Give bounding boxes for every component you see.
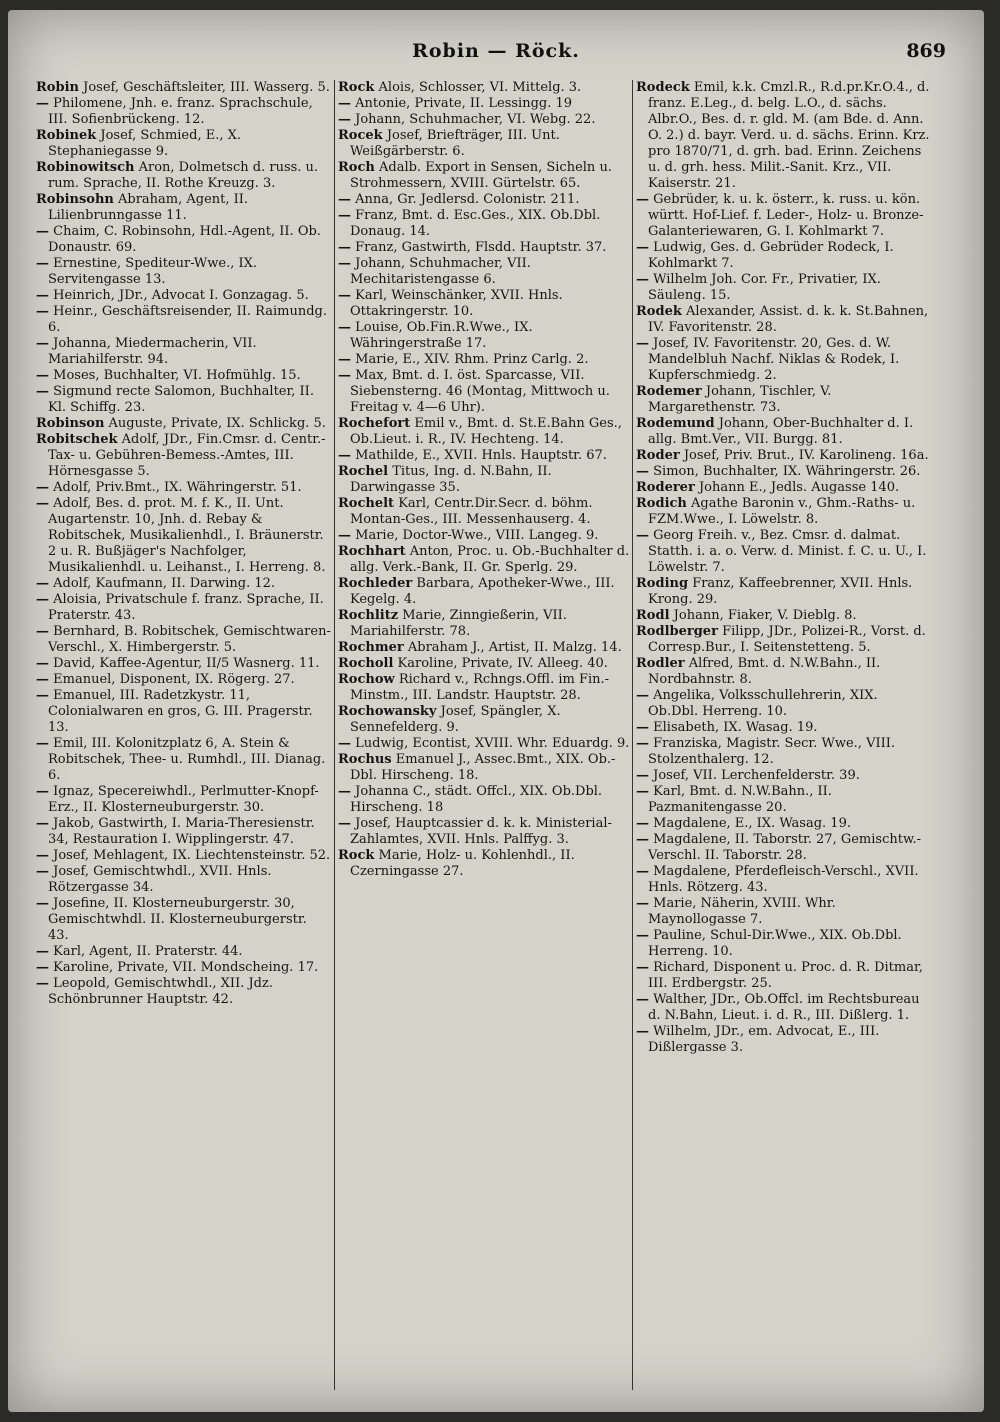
directory-entry [338, 288, 633, 320]
entry-name: Rodek [636, 304, 682, 319]
entry-name: — [36, 96, 49, 111]
entry-name: Rochleder [338, 576, 413, 591]
entry-name: — [636, 784, 649, 799]
directory-entry [338, 416, 633, 448]
entry-text: Franziska, Magistr. Secr. Wwe., VIII. Stolzenthalerg. 12. [648, 736, 895, 767]
entry-text: Wilhelm, JDr., em. Advocat, E., III. Dißlergasse 3. [648, 1024, 880, 1055]
entry-name: Rocholl [338, 656, 394, 671]
directory-entry [636, 832, 931, 864]
directory-entry [338, 208, 633, 240]
entry-name: Rochlitz [338, 608, 399, 623]
directory-entry [338, 464, 633, 496]
entry-name: — [36, 848, 49, 863]
entry-text: Emanuel, Disponent, IX. Rögerg. 27. [53, 672, 295, 687]
directory-entry [338, 640, 633, 656]
directory-entry [36, 336, 331, 368]
entry-name: Robinson [36, 416, 105, 431]
entry-name: — [338, 448, 351, 463]
entry-text: Marie, Näherin, XVIII. Whr. Maynollogasse 7. [648, 896, 836, 927]
directory-entry [36, 160, 331, 192]
entry-text: Wilhelm Joh. Cor. Fr., Privatier, IX. Säuleng. 15. [648, 272, 881, 303]
directory-entry [636, 576, 931, 608]
entry-text: Simon, Buchhalter, IX. Währingerstr. 26. [653, 464, 921, 479]
directory-entry [338, 784, 633, 816]
directory-entry [36, 960, 331, 976]
directory-entry [36, 288, 331, 304]
directory-entry [36, 736, 331, 784]
directory-entry [338, 320, 633, 352]
entry-name: — [338, 528, 351, 543]
entry-text: Mathilde, E., XVII. Hnls. Hauptstr. 67. [355, 448, 607, 463]
directory-entry [36, 784, 331, 816]
entry-name: — [36, 672, 49, 687]
entry-text: David, Kaffee-Agentur, II/5 Wasnerg. 11. [53, 656, 320, 671]
entry-name: Robinsohn [36, 192, 114, 207]
directory-entry [636, 480, 931, 496]
entry-name: — [636, 992, 649, 1007]
directory-entry [636, 896, 931, 928]
entry-text: Leopold, Gemischtwhdl., XII. Jdz. Schönbrunner Hauptstr. 42. [48, 976, 273, 1007]
entry-name: — [338, 352, 351, 367]
entry-name: — [36, 688, 49, 703]
entry-name: — [36, 592, 49, 607]
entry-text: Emil, III. Kolonitzplatz 6, A. Stein & Robitschek, Thee- u. Rumhdl., III. Dianag. 6. [48, 736, 326, 783]
entry-name: — [636, 688, 649, 703]
directory-entry [338, 672, 633, 704]
directory-entry [338, 848, 633, 880]
entry-name: Rock [338, 80, 375, 95]
page-header [8, 40, 984, 80]
entry-name: Rochelt [338, 496, 395, 511]
entry-name: — [36, 864, 49, 879]
directory-entry [338, 256, 633, 288]
directory-entry [636, 736, 931, 768]
directory-entry [636, 768, 931, 784]
entry-name: Rochus [338, 752, 392, 767]
entry-text: Gebrüder, k. u. k. österr., k. russ. u. kön. württ. Hof-Lief. f. Leder-, Holz- u. Bronze-Galanteriewaren, G. I. Kohlmarkt 7. [648, 192, 924, 239]
entry-text: Marie, E., XIV. Rhm. Prinz Carlg. 2. [355, 352, 589, 367]
directory-entry [338, 352, 633, 368]
directory-entry [36, 624, 331, 656]
entry-name: — [36, 816, 49, 831]
directory-entry [338, 160, 633, 192]
directory-entry [36, 192, 331, 224]
directory-entry [36, 368, 331, 384]
entry-text: Anna, Gr. Jedlersd. Colonistr. 211. [355, 192, 580, 207]
entry-text: Johann, Schuhmacher, VI. Webg. 22. [355, 112, 596, 127]
entry-text: Karoline, Private, IV. Alleeg. 40. [397, 656, 608, 671]
entry-text: Barbara, Apotheker-Wwe., III. Kegelg. 4. [350, 576, 615, 607]
entry-text: Johanna C., städt. Offcl., XIX. Ob.Dbl. Hirscheng. 18 [350, 784, 603, 815]
directory-entry [636, 416, 931, 448]
entry-text: Adolf, Priv.Bmt., IX. Währingerstr. 51. [53, 480, 302, 495]
directory-entry [36, 672, 331, 688]
entry-text: Josef, VII. Lerchenfelderstr. 39. [653, 768, 860, 783]
directory-entry [36, 864, 331, 896]
entry-text: Alexander, Assist. d. k. k. St.Bahnen, IV. Favoritenstr. 28. [648, 304, 929, 335]
directory-entry [338, 448, 633, 464]
directory-entry [636, 80, 931, 192]
entry-name: — [636, 336, 649, 351]
directory-entry [636, 688, 931, 720]
directory-entry [36, 304, 331, 336]
entry-name: — [36, 336, 49, 351]
directory-entry [636, 528, 931, 576]
entry-text: Filipp, JDr., Polizei-R., Vorst. d. Corresp.Bur., I. Seitenstetteng. 5. [648, 624, 926, 655]
entry-name: Rock [338, 848, 375, 863]
entry-name: Rodeck [636, 80, 690, 95]
directory-entry [636, 384, 931, 416]
entry-text: Ernestine, Spediteur-Wwe., IX. Servitengasse 13. [48, 256, 257, 287]
entry-name: — [636, 896, 649, 911]
entry-text: Chaim, C. Robinsohn, Hdl.-Agent, II. Ob. Donaustr. 69. [48, 224, 321, 255]
directory-entry [636, 720, 931, 736]
entry-text: Alfred, Bmt. d. N.W.Bahn., II. Nordbahnstr. 8. [648, 656, 881, 687]
entry-text: Franz, Bmt. d. Esc.Ges., XIX. Ob.Dbl. Donaug. 14. [350, 208, 601, 239]
directory-entry [338, 528, 633, 544]
entry-text: Philomene, Jnh. e. franz. Sprachschule, III. Sofienbrückeng. 12. [48, 96, 313, 127]
entry-name: — [338, 240, 351, 255]
directory-entry [338, 704, 633, 736]
entry-name: Robitschek [36, 432, 118, 447]
entry-text: Karl, Agent, II. Praterstr. 44. [53, 944, 243, 959]
entry-name: — [338, 320, 351, 335]
entry-name: Rochefort [338, 416, 411, 431]
entry-name: — [36, 976, 49, 991]
entry-text: Elisabeth, IX. Wasag. 19. [653, 720, 818, 735]
entry-name: — [636, 464, 649, 479]
entry-text: Johann, Ober-Buchhalter d. I. allg. Bmt.Ver., VII. Burgg. 81. [648, 416, 914, 447]
entry-name: — [36, 384, 49, 399]
entry-name: — [338, 256, 351, 271]
entry-text: Karl, Centr.Dir.Secr. d. böhm. Montan-Ges., III. Messenhauserg. 4. [350, 496, 593, 527]
entry-text: Johann E., Jedls. Augasse 140. [698, 480, 900, 495]
entry-text: Adolf, Bes. d. prot. M. f. K., II. Unt. Augartenstr. 10, Jnh. d. Rebay & Robitschek, Musikalienhdl., I. Bräunerstr. 2 u. R. Bußjäger's Nachfolger, Musikalienhdl. u. Leihanst., I. Herreng. 8. [48, 496, 326, 575]
entry-text: Titus, Ing. d. N.Bahn, II. Darwingasse 35. [350, 464, 552, 495]
entry-name: — [36, 576, 49, 591]
entry-name: Rochhart [338, 544, 406, 559]
entry-text: Anton, Proc. u. Ob.-Buchhalter d. allg. Verk.-Bank, II. Gr. Sperlg. 29. [350, 544, 630, 575]
entry-text: Ignaz, Specereiwhdl., Perlmutter-Knopf-Erz., II. Klosterneuburgerstr. 30. [48, 784, 319, 815]
entry-name: — [636, 832, 649, 847]
entry-name: Rodich [636, 496, 687, 511]
directory-entry [636, 784, 931, 816]
entry-name: — [338, 816, 351, 831]
entry-name: — [338, 96, 351, 111]
directory-entry [36, 816, 331, 848]
directory-entry [338, 544, 633, 576]
entry-text: Josef, Priv. Brut., IV. Karolineng. 16a. [683, 448, 929, 463]
entry-name: — [636, 1024, 649, 1039]
directory-entry [636, 448, 931, 464]
entry-text: Georg Freih. v., Bez. Cmsr. d. dalmat. Statth. i. a. o. Verw. d. Minist. f. C. u. U., I. Löwelstr. 7. [648, 528, 927, 575]
entry-name: Rodl [636, 608, 670, 623]
entry-text: Josef, Mehlagent, IX. Liechtensteinstr. 52. [53, 848, 331, 863]
directory-entry [636, 656, 931, 688]
entry-text: Emanuel J., Assec.Bmt., XIX. Ob.-Dbl. Hirscheng. 18. [350, 752, 616, 783]
directory-entry [338, 608, 633, 640]
entry-name: — [636, 816, 649, 831]
directory-entry [338, 816, 633, 848]
entry-text: Heinrich, JDr., Advocat I. Gonzagag. 5. [53, 288, 309, 303]
entry-name: Robinowitsch [36, 160, 135, 175]
entry-text: Karl, Bmt. d. N.W.Bahn., II. Pazmanitengasse 20. [648, 784, 832, 815]
entry-name: — [36, 224, 49, 239]
directory-page [8, 10, 984, 1412]
entry-name: Rochmer [338, 640, 404, 655]
directory-entry [636, 1024, 931, 1056]
entry-name: — [338, 288, 351, 303]
directory-entry [636, 960, 931, 992]
entry-text: Marie, Doctor-Wwe., VIII. Langeg. 9. [355, 528, 599, 543]
directory-entry [36, 976, 331, 1008]
entry-name: — [36, 960, 49, 975]
page-number: 869 [906, 40, 946, 62]
entry-text: Emil v., Bmt. d. St.E.Bahn Ges., Ob.Lieut. i. R., IV. Hechteng. 14. [350, 416, 622, 447]
entry-text: Johanna, Miedermacherin, VII. Mariahilferstr. 94. [48, 336, 257, 367]
directory-entry [636, 624, 931, 656]
entry-name: — [36, 944, 49, 959]
directory-entry [636, 496, 931, 528]
entry-text: Bernhard, B. Robitschek, Gemischtwaren-Verschl., X. Himbergerstr. 5. [48, 624, 331, 655]
directory-entry [338, 96, 633, 112]
entry-text: Josefine, II. Klosterneuburgerstr. 30, Gemischtwhdl. II. Klosterneuburgerstr. 43. [48, 896, 307, 943]
entry-text: Max, Bmt. d. I. öst. Sparcasse, VII. Siebensterng. 46 (Montag, Mittwoch u. Freitag v. 4—6 Uhr). [350, 368, 610, 415]
entry-text: Magdalene, Pferdefleisch-Verschl., XVII. Hnls. Rötzerg. 43. [648, 864, 919, 895]
directory-entry [36, 480, 331, 496]
entry-text: Abraham J., Artist, II. Malzg. 14. [407, 640, 622, 655]
directory-entry [636, 272, 931, 304]
entry-name: Robin [36, 80, 79, 95]
directory-entry [36, 432, 331, 480]
entry-text: Adolf, JDr., Fin.Cmsr. d. Centr.-Tax- u. Gebühren-Bemess.-Amtes, III. Hörnesgasse 5. [48, 432, 326, 479]
directory-entry [36, 944, 331, 960]
entry-text: Karoline, Private, VII. Mondscheing. 17. [53, 960, 319, 975]
directory-entry [36, 592, 331, 624]
entry-text: Emil, k.k. Cmzl.R., R.d.pr.Kr.O.4., d. franz. E.Leg., d. belg. L.O., d. sächs. Albr.O., Bes. d. r. gld. M. (am Bde. d. Ann. O. 2.) d. bayr. Verd. u. d. sächs. Erinn. Krz. pro 1870/71, d. grh. bad. Erinn. Zeichens u. d. grh. hess. Milit.-Sanit. Krz., VII. Kaiserstr. 21. [648, 80, 930, 191]
directory-entry [338, 192, 633, 208]
directory-entry [338, 240, 633, 256]
entry-name: — [636, 720, 649, 735]
entry-name: Roch [338, 160, 375, 175]
entry-name: Rodemer [636, 384, 702, 399]
column-1 [36, 80, 331, 1398]
entry-name: — [36, 784, 49, 799]
entry-text: Aloisia, Privatschule f. franz. Sprache, II. Praterstr. 43. [48, 592, 324, 623]
entry-text: Agathe Baronin v., Ghm.-Raths- u. FZM.Wwe., I. Löwelstr. 8. [648, 496, 916, 527]
entry-text: Johann, Tischler, V. Margarethenstr. 73. [648, 384, 832, 415]
entry-text: Josef, Geschäftsleiter, III. Wasserg. 5. [83, 80, 330, 95]
entry-text: Antonie, Private, II. Lessingg. 19 [355, 96, 573, 111]
entry-name: — [36, 368, 49, 383]
directory-entry [338, 496, 633, 528]
entry-name: Rodler [636, 656, 685, 671]
entry-text: Magdalene, E., IX. Wasag. 19. [653, 816, 851, 831]
entry-text: Aron, Dolmetsch d. russ. u. rum. Sprache, II. Rothe Kreuzg. 3. [48, 160, 319, 191]
entry-text: Josef, Hauptcassier d. k. k. Ministerial-Zahlamtes, XVII. Hnls. Palffyg. 3. [350, 816, 612, 847]
entry-name: Robinek [36, 128, 97, 143]
directory-entry [338, 736, 633, 752]
entry-name: — [36, 896, 49, 911]
directory-entry [36, 96, 331, 128]
entry-name: — [338, 736, 351, 751]
directory-entry [338, 368, 633, 416]
entry-name: Roder [636, 448, 680, 463]
entry-name: — [636, 960, 649, 975]
entry-text: Ludwig, Ges. d. Gebrüder Rodeck, I. Kohlmarkt 7. [648, 240, 894, 271]
entry-name: — [36, 624, 49, 639]
entry-text: Angelika, Volksschullehrerin, XIX. Ob.Dbl. Herreng. 10. [648, 688, 878, 719]
entry-name: — [636, 192, 649, 207]
entry-name: — [636, 272, 649, 287]
entry-text: Moses, Buchhalter, VI. Hofmühlg. 15. [53, 368, 301, 383]
entry-text: Abraham, Agent, II. Lilienbrunngasse 11. [48, 192, 249, 223]
entry-text: Emanuel, III. Radetzkystr. 11, Colonialwaren en gros, G. III. Pragerstr. 13. [48, 688, 313, 735]
entry-text: Auguste, Private, IX. Schlickg. 5. [108, 416, 326, 431]
directory-entry [636, 928, 931, 960]
directory-entry [36, 416, 331, 432]
column-2 [338, 80, 633, 1398]
entry-text: Josef, IV. Favoritenstr. 20, Ges. d. W. Mandelbluh Nachf. Niklas & Rodek, I. Kupferschmiedg. 2. [648, 336, 900, 383]
directory-entry [36, 128, 331, 160]
entry-text: Richard v., Rchngs.Offl. im Fin.-Minstm., III. Landstr. Hauptstr. 28. [350, 672, 610, 703]
entry-name: — [36, 256, 49, 271]
entry-name: — [36, 656, 49, 671]
directory-entry [636, 816, 931, 832]
directory-entry [338, 752, 633, 784]
entry-name: — [36, 304, 49, 319]
directory-entry [338, 80, 633, 96]
entry-text: Alois, Schlosser, VI. Mittelg. 3. [378, 80, 582, 95]
entry-name: — [338, 192, 351, 207]
entry-name: Rochowansky [338, 704, 437, 719]
entry-name: Rochel [338, 464, 389, 479]
entry-name: Rodemund [636, 416, 715, 431]
entry-name: — [636, 528, 649, 543]
directory-entry [636, 608, 931, 624]
entry-text: Marie, Zinngießerin, VII. Mariahilferstr. 78. [350, 608, 567, 639]
directory-entry [36, 896, 331, 944]
entry-text: Adolf, Kaufmann, II. Darwing. 12. [53, 576, 276, 591]
entry-text: Josef, Briefträger, III. Unt. Weißgärberstr. 6. [350, 128, 560, 159]
entry-text: Ludwig, Econtist, XVIII. Whr. Eduardg. 9. [355, 736, 630, 751]
entry-text: Adalb. Export in Sensen, Sicheln u. Strohmessern, XVIII. Gürtelstr. 65. [350, 160, 612, 191]
entry-text: Walther, JDr., Ob.Offcl. im Rechtsbureau d. N.Bahn, Lieut. i. d. R., III. Dißlerg. 1. [648, 992, 920, 1023]
entry-text: Franz, Gastwirth, Flsdd. Hauptstr. 37. [355, 240, 607, 255]
entry-text: Franz, Kaffeebrenner, XVII. Hnls. Krong. 29. [648, 576, 913, 607]
entry-name: Roding [636, 576, 689, 591]
entry-text: Louise, Ob.Fin.R.Wwe., IX. Währingerstraße 17. [350, 320, 533, 351]
entry-name: — [338, 112, 351, 127]
entry-text: Marie, Holz- u. Kohlenhdl., II. Czerningasse 27. [350, 848, 575, 879]
entry-text: Karl, Weinschänker, XVII. Hnls. Ottakringerstr. 10. [350, 288, 563, 319]
directory-entry [36, 848, 331, 864]
entry-name: — [36, 736, 49, 751]
entry-text: Johann, Fiaker, V. Dieblg. 8. [673, 608, 857, 623]
directory-entry [636, 192, 931, 240]
entry-name: — [338, 368, 351, 383]
directory-entry [338, 576, 633, 608]
directory-entry [636, 304, 931, 336]
entry-name: — [636, 736, 649, 751]
directory-entry [338, 128, 633, 160]
entry-text: Sigmund recte Salomon, Buchhalter, II. Kl. Schiffg. 23. [48, 384, 314, 415]
directory-entry [636, 992, 931, 1024]
directory-entry [36, 80, 331, 96]
directory-entry [36, 256, 331, 288]
directory-entry [36, 576, 331, 592]
directory-entry [36, 688, 331, 736]
entry-text: Richard, Disponent u. Proc. d. R. Ditmar, III. Erdbergstr. 25. [648, 960, 923, 991]
directory-entry [636, 336, 931, 384]
directory-entry [636, 240, 931, 272]
entry-name: — [636, 240, 649, 255]
directory-entry [36, 384, 331, 416]
directory-entry [636, 464, 931, 480]
entry-name: Rodlberger [636, 624, 718, 639]
directory-entry [36, 224, 331, 256]
entry-name: Rocek [338, 128, 383, 143]
entry-name: — [636, 864, 649, 879]
entry-name: Rochow [338, 672, 395, 687]
entry-text: Pauline, Schul-Dir.Wwe., XIX. Ob.Dbl. Herreng. 10. [648, 928, 902, 959]
entry-name: — [338, 208, 351, 223]
entry-name: — [338, 784, 351, 799]
entry-text: Josef, Gemischtwhdl., XVII. Hnls. Rötzergasse 34. [48, 864, 272, 895]
entry-name: — [636, 768, 649, 783]
entry-name: Roderer [636, 480, 695, 495]
directory-entry [636, 864, 931, 896]
entry-name: — [36, 288, 49, 303]
directory-entry [338, 112, 633, 128]
entry-text: Jakob, Gastwirth, I. Maria-Theresienstr. 34, Restauration I. Wipplingerstr. 47. [48, 816, 315, 847]
entry-text: Magdalene, II. Taborstr. 27, Gemischtw.-Verschl. II. Taborstr. 28. [648, 832, 922, 863]
entry-text: Josef, Spängler, X. Sennefelderg. 9. [350, 704, 561, 735]
entry-name: — [36, 480, 49, 495]
column-3 [636, 80, 931, 1398]
entry-text: Heinr., Geschäftsreisender, II. Raimundg. 6. [48, 304, 327, 335]
directory-entry [338, 656, 633, 672]
entry-name: — [636, 928, 649, 943]
running-head: Robin — Röck. [412, 40, 580, 62]
entry-name: — [36, 496, 49, 511]
entry-text: Josef, Schmied, E., X. Stephaniegasse 9. [48, 128, 241, 159]
directory-entry [36, 496, 331, 576]
directory-entry [36, 656, 331, 672]
column-divider [334, 80, 335, 1390]
entry-text: Johann, Schuhmacher, VII. Mechitaristengasse 6. [350, 256, 531, 287]
